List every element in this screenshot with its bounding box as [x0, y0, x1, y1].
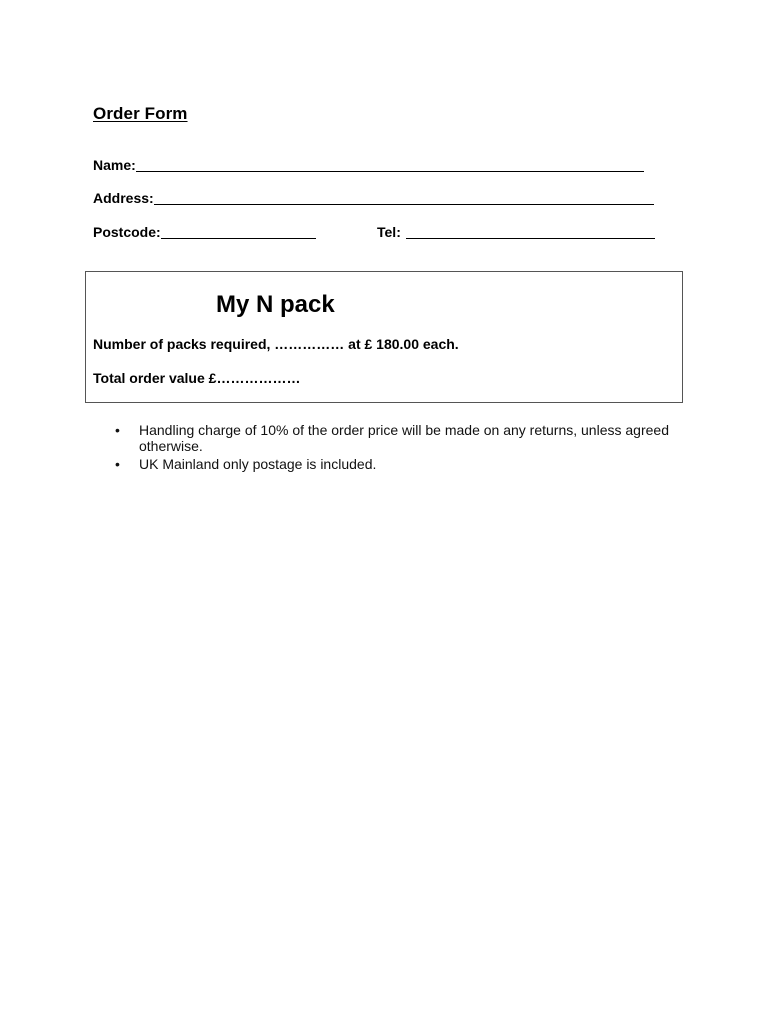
- name-label: Name:: [93, 157, 136, 173]
- pack-order-box: [85, 271, 683, 403]
- note-text: UK Mainland only postage is included.: [139, 456, 377, 472]
- pack-quantity-line: Number of packs required, …………… at £ 180.00 each.: [93, 336, 459, 352]
- pack-title: My N pack: [216, 291, 335, 318]
- address-input-line[interactable]: [154, 189, 654, 205]
- tel-field-row: [377, 222, 655, 240]
- name-field-row: [93, 155, 644, 173]
- pack-total-line: Total order value £………………: [93, 370, 301, 386]
- postcode-input-line[interactable]: [161, 223, 316, 239]
- postcode-label: Postcode:: [93, 224, 161, 240]
- note-text: Handling charge of 10% of the order price will be made on any returns, unless agreed otherwise.: [139, 422, 669, 454]
- order-notes-list: [113, 422, 693, 474]
- list-item: [113, 422, 693, 454]
- tel-input-line[interactable]: [406, 223, 655, 239]
- name-input-line[interactable]: [136, 156, 644, 172]
- address-field-row: [93, 188, 654, 206]
- address-label: Address:: [93, 190, 154, 206]
- tel-label: Tel:: [377, 224, 401, 240]
- list-item: [113, 456, 693, 472]
- bullet-icon: •: [115, 456, 120, 472]
- order-form-title: Order Form: [93, 104, 188, 123]
- bullet-icon: •: [115, 422, 120, 438]
- postcode-field-row: [93, 222, 316, 240]
